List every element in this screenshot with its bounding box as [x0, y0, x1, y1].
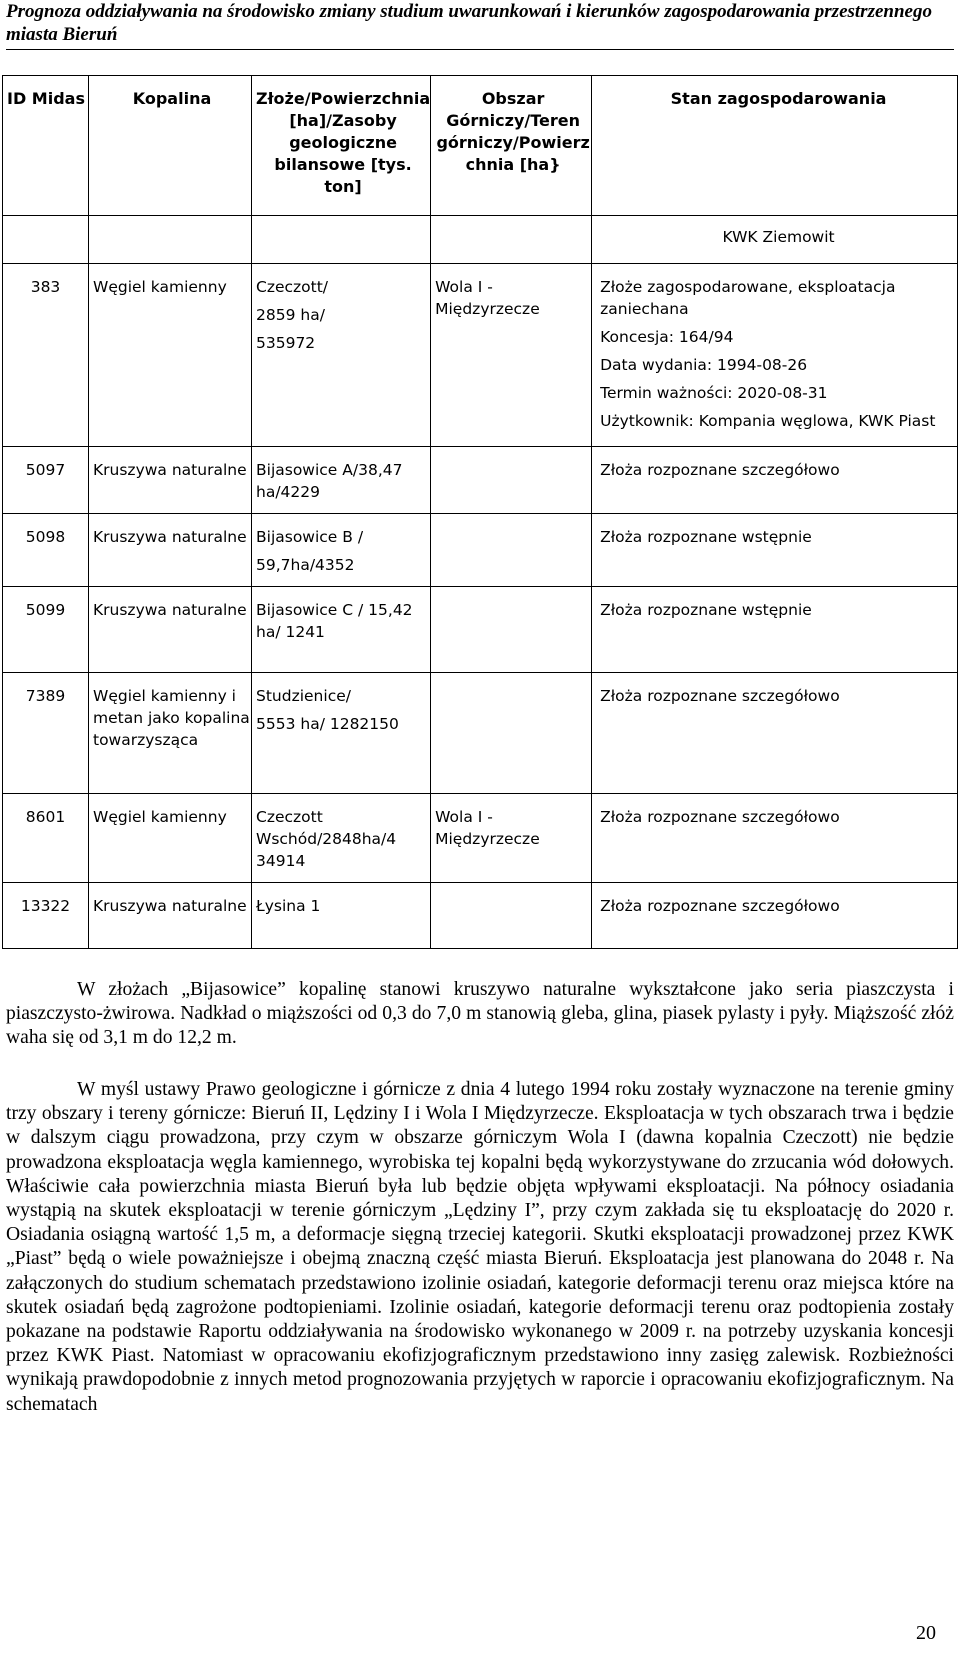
table-row — [3, 673, 958, 794]
cell-zloze-line: 59,7ha/4352 — [256, 556, 355, 574]
cell-stan-line: Użytkownik: Kompania węglowa, KWK Piast — [600, 412, 936, 430]
cell-zloze-line: Studzienice/ — [256, 687, 351, 705]
table-row — [3, 264, 958, 447]
cell-zloze-line: Bijasowice B / — [256, 528, 364, 546]
table-row — [3, 216, 958, 264]
cell-zloze-line: 2859 ha/ — [256, 306, 325, 324]
group-label: KWK Ziemowit — [592, 216, 958, 264]
cell-zloze-line: Bijasowice A/38,47 ha/4229 — [256, 461, 403, 501]
cell-stan-line: Złoża rozpoznane szczegółowo — [600, 897, 840, 915]
cell-obszar — [435, 673, 591, 695]
table-row — [3, 514, 958, 587]
cell-obszar — [435, 587, 591, 609]
cell-zloze-line: Łysina 1 — [256, 897, 321, 915]
cell-id: 13322 — [20, 897, 71, 915]
cell-stan-line: Złoża rozpoznane szczegółowo — [600, 687, 840, 705]
column-header-zloze: Złoże/Powierzchnia [ha]/Zasoby geologiczne bilansowe [tys. ton] — [252, 76, 431, 216]
cell-stan-line: Złoża rozpoznane szczegółowo — [600, 461, 840, 479]
cell-kopalina: Kruszywa naturalne — [93, 461, 247, 479]
cell-id: 8601 — [25, 808, 66, 826]
cell-kopalina: Kruszywa naturalne — [93, 528, 247, 546]
paragraph-text: W złożach „Bijasowice” kopalinę stanowi kruszywo naturalne wykształcone jako seria piaszczysta i piaszczysto-żwirowa. Nadkład o miąższości od 0,3 do 7,0 m stanowią gleba, glina, piasek pylasty i pyły. Miąższość złóż waha się od 3,1 m do 12,2 m. — [6, 979, 954, 1049]
cell-zloze-line: Bijasowice C / 15,42 ha/ 1241 — [256, 601, 413, 641]
body-paragraph — [6, 978, 954, 1051]
cell-kopalina: Węgiel kamienny — [93, 808, 227, 826]
cell-obszar — [435, 447, 591, 469]
cell-kopalina: Kruszywa naturalne — [93, 601, 247, 619]
cell-stan-line: Koncesja: 164/94 — [600, 328, 734, 346]
cell-obszar: Wola I - Międzyrzecze — [435, 808, 540, 848]
document-header — [6, 0, 954, 50]
page-number: 20 — [916, 1622, 936, 1644]
cell-obszar — [435, 514, 591, 536]
cell-stan-line: Złoża rozpoznane szczegółowo — [600, 808, 840, 826]
cell-id: 383 — [30, 278, 61, 296]
cell-obszar: Wola I - Międzyrzecze — [435, 278, 540, 318]
paragraph-text: W myśl ustawy Prawo geologiczne i górnicze z dnia 4 lutego 1994 roku zostały wyznaczone na terenie gminy trzy obszary i tereny górnicze: Bieruń II, Lędziny I i Wola I Międzyrzecze. Eksploatacja w tych obszarach trwa i będzie w dalszym ciągu prowadzona, przy czym w obszarze górniczym Wola I (dawna kopalnia Czeczott) nie będzie prowadzona eksploatacja węgla kamiennego, wyrobiska tej kopalni będą wykorzystywane do zrzucania wód dołowych. Właściwie cała powierzchnia miasta Bieruń była lub będzie objęta wpływami eksploatacji. Na północy osiadania wystąpią na skutek eksploatacji w terenie górniczym „Lędziny I”, przy czym zakłada się tu eksploatację do 2020 r. Osiadania osiągną wartość 1,5 m, a deformacje sięgną trzeciej kategorii. Skutki eksploatacji prowadzonej przez KWK „Piast” będą o wiele poważniejsze i obejmą znaczną część miasta Bieruń. Eksploatacja jest planowana do 2048 r. Na załączonych do studium schematach przedstawiono izolinie osiadań, kategorie deformacji terenu oraz miejsca które na skutek osiadań będą zagrożone podtopieniami. Izolinie osiadań, kategorie deformacji terenu oraz podtopienia zostały pokazane na podstawie Raportu oddziaływania na środowisko wykonanego w 2009 r. na potrzeby uzyskania koncesji przez KWK Piast. Natomiast w opracowaniu ekofizjograficznym przedstawiono inny zasięg zalewisk. Rozbieżności wynikają prawdopodobnie z innych metod prognozowania przyjętych w raporcie i opracowaniu ekofizjograficznym. Na schematach — [6, 1079, 954, 1415]
body-paragraph — [6, 1078, 954, 1417]
cell-zloze-line: Czeczott/ — [256, 278, 329, 296]
cell-obszar — [435, 883, 591, 905]
cell-stan-line: Termin ważności: 2020-08-31 — [600, 384, 828, 402]
cell-stan-line: Złoże zagospodarowane, eksploatacja zaniechana — [600, 278, 896, 318]
cell-stan-line: Złoża rozpoznane wstępnie — [600, 601, 812, 619]
column-header-obszar: Obszar Górniczy/Teren górniczy/Powierz chnia [ha} — [431, 76, 592, 216]
cell-zloze-line: Czeczott Wschód/2848ha/4 34914 — [256, 808, 397, 870]
cell-stan-line: Złoża rozpoznane wstępnie — [600, 528, 812, 546]
cell-zloze-line: 535972 — [256, 334, 316, 352]
cell-id: 5097 — [25, 461, 66, 479]
cell-kopalina: Węgiel kamienny i metan jako kopalina towarzysząca — [93, 687, 250, 749]
cell-id: 7389 — [25, 687, 66, 705]
cell-kopalina: Węgiel kamienny — [93, 278, 227, 296]
column-header-stan: Stan zagospodarowania — [592, 76, 958, 216]
table-row — [3, 587, 958, 673]
table-row — [3, 794, 958, 883]
cell-id: 5098 — [25, 528, 66, 546]
cell-id: 5099 — [25, 601, 66, 619]
column-header-kopalina: Kopalina — [89, 76, 252, 216]
table-row — [3, 883, 958, 949]
table-row — [3, 447, 958, 514]
table-header-row — [3, 76, 958, 216]
cell-kopalina: Kruszywa naturalne — [93, 897, 247, 915]
cell-zloze-line: 5553 ha/ 1282150 — [256, 715, 399, 733]
header-title: Prognoza oddziaływania na środowisko zmiany studium uwarunkowań i kierunków zagospodarowania przestrzennego miasta Bieruń — [6, 1, 932, 45]
cell-stan-line: Data wydania: 1994-08-26 — [600, 356, 808, 374]
column-header-id: ID Midas — [3, 76, 89, 216]
deposits-table — [2, 75, 958, 949]
